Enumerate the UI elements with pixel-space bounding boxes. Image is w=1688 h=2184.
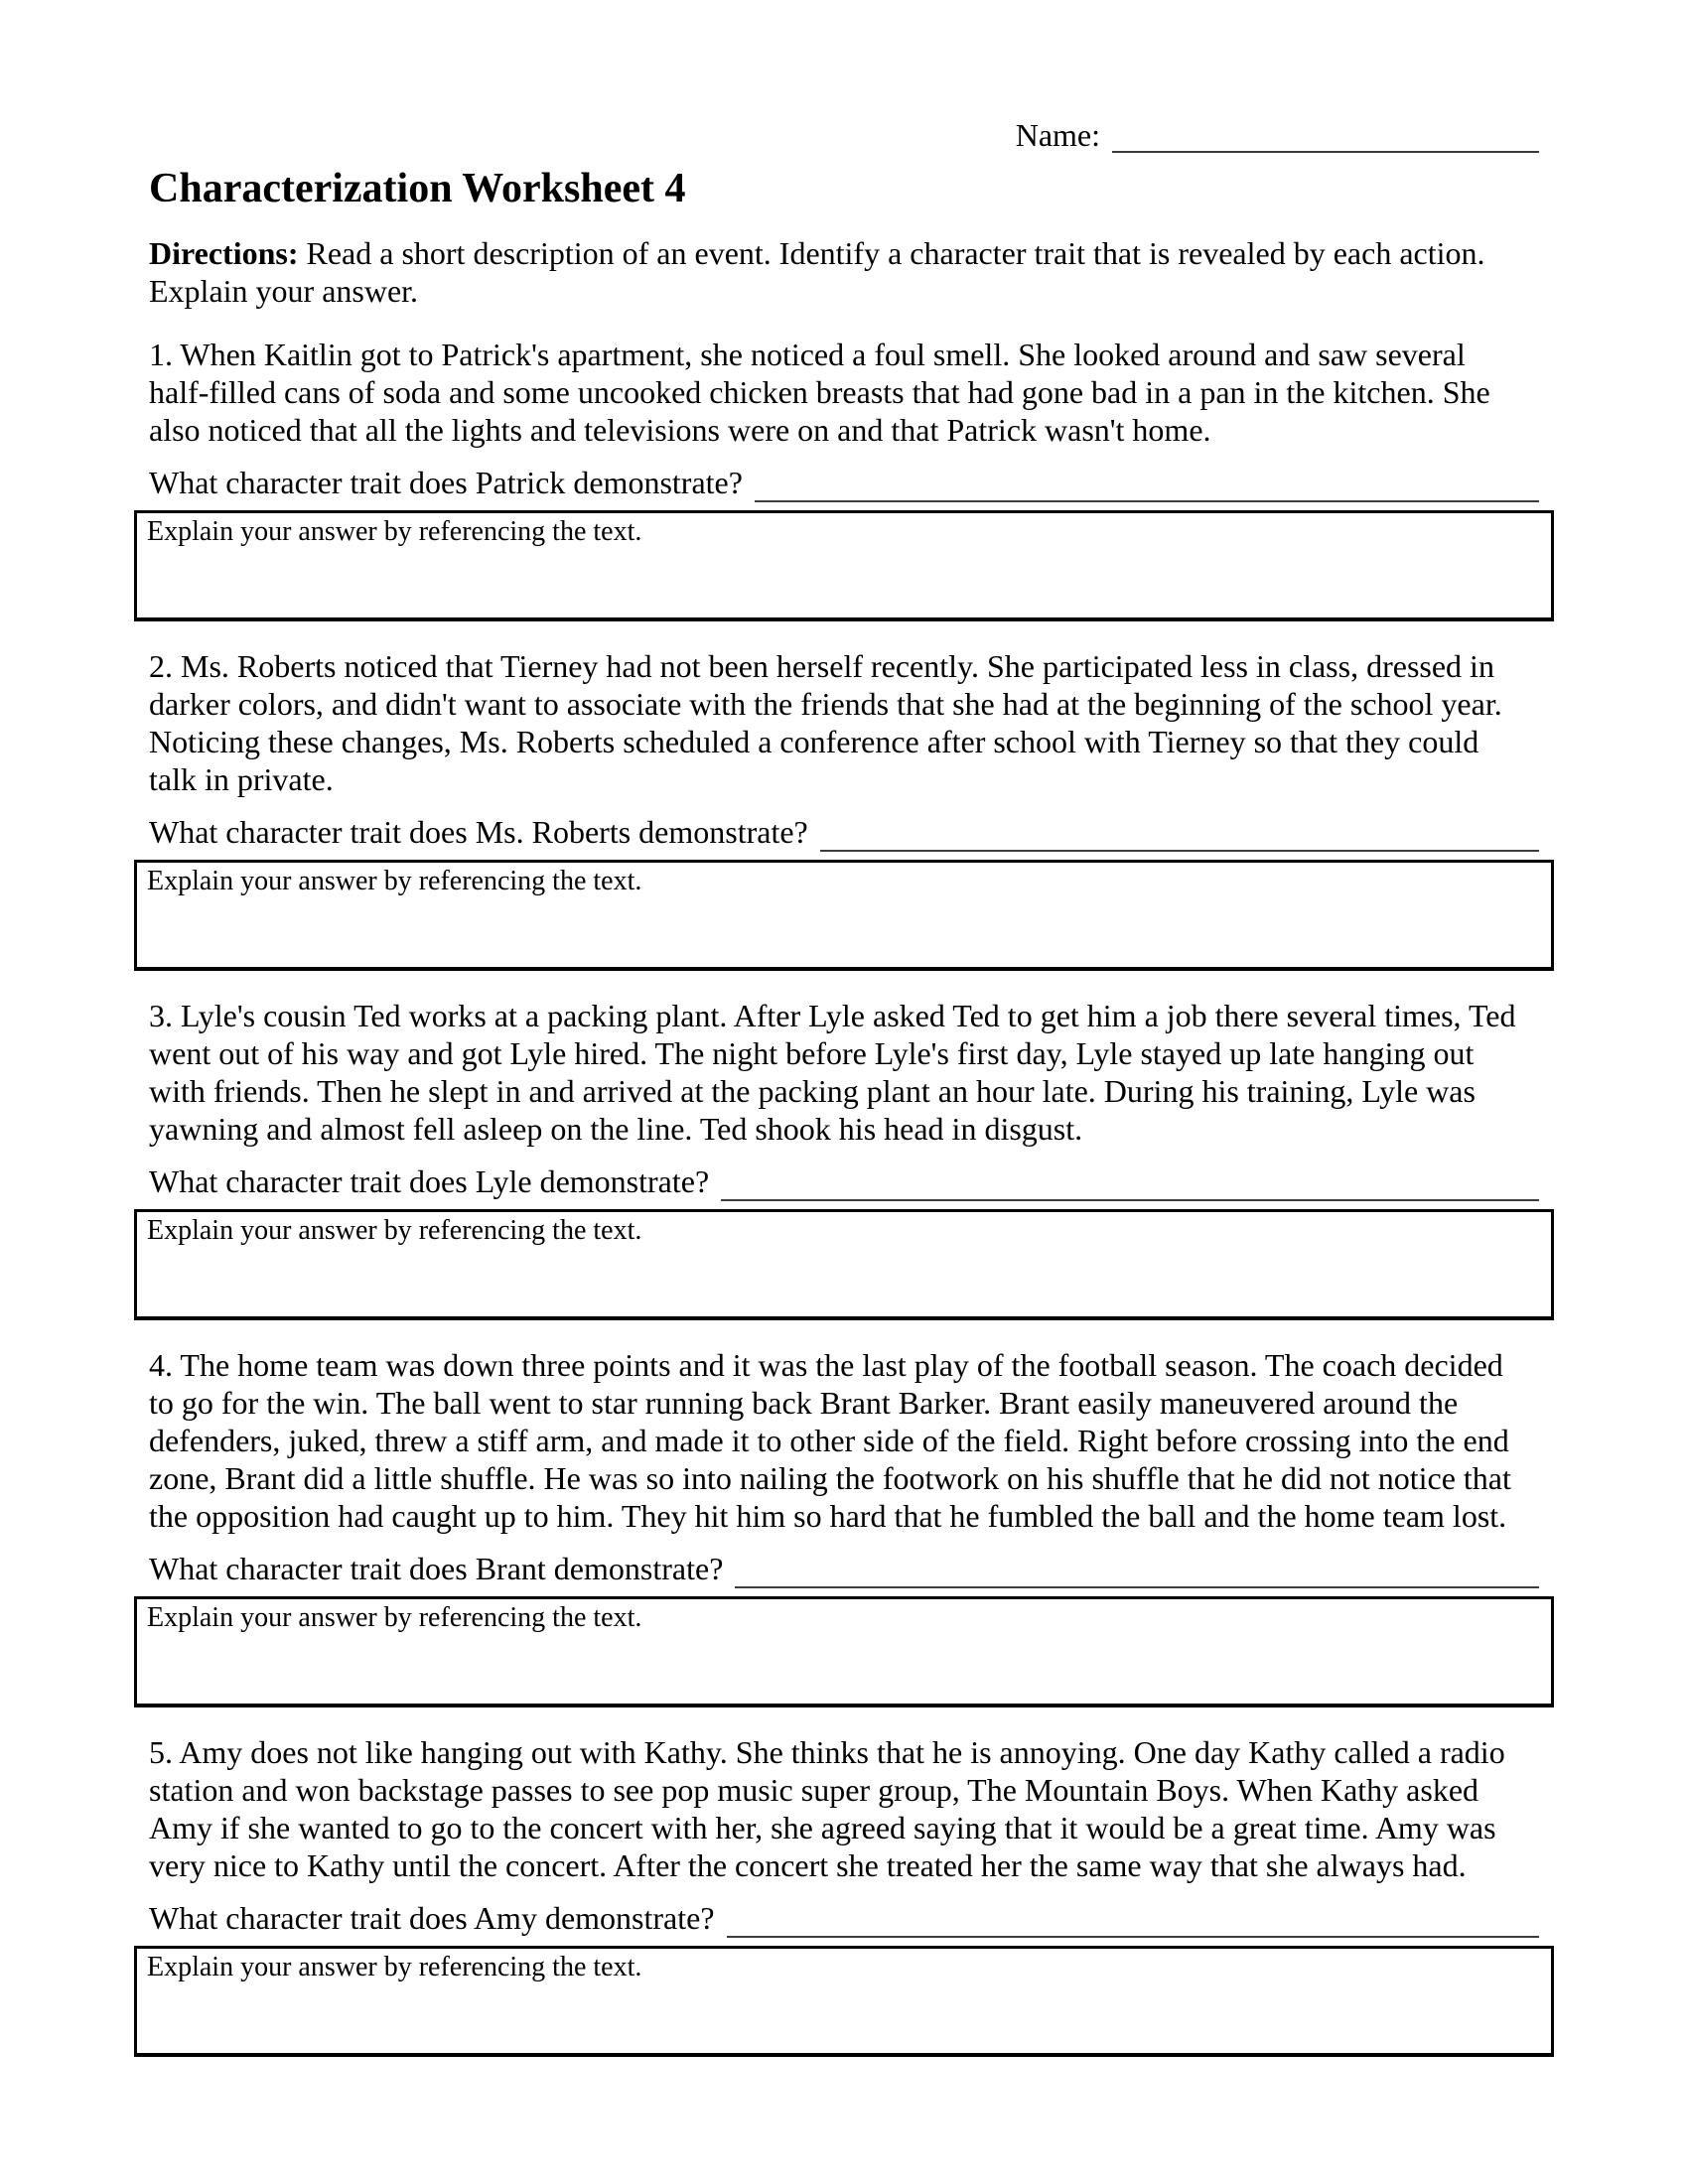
trait-prompt: What character trait does Lyle demonstrate?	[149, 1163, 710, 1199]
trait-prompt-row	[149, 1898, 1539, 1938]
question-block-4	[134, 1346, 1554, 1707]
question-block-3	[134, 997, 1554, 1320]
passage-number: 2.	[149, 648, 173, 684]
directions-text: Read a short description of an event. Identify a character trait that is revealed by each action. Explain your answer.	[149, 235, 1485, 309]
trait-answer-blank[interactable]	[727, 1900, 1539, 1938]
name-blank[interactable]	[1112, 117, 1539, 153]
passage	[149, 336, 1529, 449]
trait-answer-blank[interactable]	[735, 1551, 1539, 1588]
trait-prompt: What character trait does Patrick demonstrate?	[149, 465, 743, 500]
answer-box-label: Explain your answer by referencing the text.	[147, 1602, 642, 1633]
passage-number: 5.	[149, 1734, 173, 1770]
passage	[149, 997, 1529, 1148]
answer-box-label: Explain your answer by referencing the text.	[147, 516, 642, 547]
answer-box[interactable]	[134, 1209, 1554, 1320]
trait-prompt-row	[149, 1161, 1539, 1201]
answer-box[interactable]	[134, 510, 1554, 621]
answer-box[interactable]	[134, 1596, 1554, 1707]
passage-text: Ms. Roberts noticed that Tierney had not been herself recently. She participated less in class, dressed in darker colors, and didn't want to associate with the friends that she had at the beginning of the school year. Noticing these changes, Ms. Roberts scheduled a conference after school with Tierney so that they could talk in private.	[149, 648, 1502, 797]
passage-number: 1.	[149, 337, 173, 372]
directions	[149, 234, 1529, 310]
passage-number: 3.	[149, 998, 173, 1033]
passage	[149, 1346, 1529, 1535]
trait-prompt: What character trait does Brant demonstrate?	[149, 1551, 724, 1586]
question-block-1	[134, 336, 1554, 621]
page-title: Characterization Worksheet 4	[149, 166, 686, 211]
trait-prompt-row	[149, 463, 1539, 502]
directions-label: Directions:	[149, 235, 299, 271]
passage-text: When Kaitlin got to Patrick's apartment, she noticed a foul smell. She looked around and saw several half-filled cans of soda and some uncooked chicken breasts that had gone bad in a pan in the kitchen. She also noticed that all the lights and televisions were on and that Patrick wasn't home.	[149, 337, 1490, 448]
passage	[149, 647, 1529, 798]
answer-box-label: Explain your answer by referencing the text.	[147, 866, 642, 896]
question-block-5	[134, 1733, 1554, 2057]
trait-prompt-row	[149, 812, 1539, 852]
answer-box-label: Explain your answer by referencing the text.	[147, 1952, 642, 1982]
trait-prompt: What character trait does Ms. Roberts demonstrate?	[149, 814, 808, 850]
trait-answer-blank[interactable]	[721, 1163, 1539, 1201]
name-row	[134, 117, 1539, 153]
answer-box[interactable]	[134, 860, 1554, 971]
passage-number: 4.	[149, 1347, 173, 1383]
passage	[149, 1733, 1529, 1884]
answer-box[interactable]	[134, 1946, 1554, 2057]
trait-prompt: What character trait does Amy demonstrate?	[149, 1900, 715, 1936]
trait-prompt-row	[149, 1549, 1539, 1588]
passage-text: The home team was down three points and it was the last play of the football season. The coach decided to go for the win. The ball went to star running back Brant Barker. Brant easily maneuvered around the defenders, juked, threw a stiff arm, and made it to other side of the field. Right before crossing into the end zone, Brant did a little shuffle. He was so into nailing the footwork on his shuffle that he did not notice that the opposition had caught up to him. They hit him so hard that he fumbled the ball and the home team lost.	[149, 1347, 1511, 1534]
answer-box-label: Explain your answer by referencing the text.	[147, 1215, 642, 1246]
question-block-2	[134, 647, 1554, 971]
name-label: Name:	[1015, 117, 1100, 153]
trait-answer-blank[interactable]	[755, 465, 1539, 502]
trait-answer-blank[interactable]	[820, 814, 1539, 852]
passage-text: Lyle's cousin Ted works at a packing plant. After Lyle asked Ted to get him a job there several times, Ted went out of his way and got Lyle hired. The night before Lyle's first day, Lyle stayed up late hanging out with friends. Then he slept in and arrived at the packing plant an hour late. During his training, Lyle was yawning and almost fell asleep on the line. Ted shook his head in disgust.	[149, 998, 1516, 1147]
passage-text: Amy does not like hanging out with Kathy. She thinks that he is annoying. One day Kathy called a radio station and won backstage passes to see pop music super group, The Mountain Boys. When Kathy asked Amy if she wanted to go to the concert with her, she agreed saying that it would be a great time. Amy was very nice to Kathy until the concert. After the concert she treated her the same way that she always had.	[149, 1734, 1505, 1883]
